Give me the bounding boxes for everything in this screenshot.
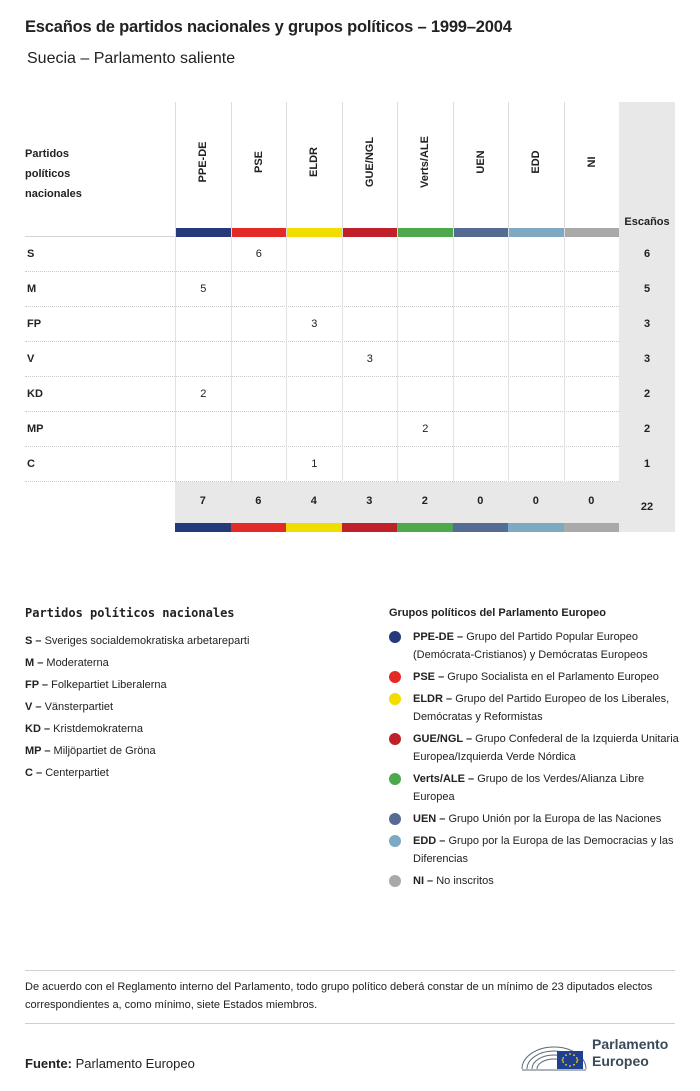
group-color-bar bbox=[398, 228, 453, 237]
group-legend-name: Grupo del Partido Popular Europeo (Demócrata-Cristianos) y Demócratas Europeos bbox=[413, 631, 648, 661]
seat-cell bbox=[286, 272, 342, 307]
seat-cell bbox=[564, 237, 620, 272]
logo-line-2: Europeo bbox=[592, 1053, 649, 1069]
seat-cell bbox=[508, 342, 564, 377]
seat-cell bbox=[453, 307, 509, 342]
seat-cell bbox=[397, 237, 453, 272]
group-legend-code: PSE bbox=[413, 671, 436, 683]
row-total: 2 bbox=[619, 377, 675, 412]
seat-cell bbox=[175, 412, 231, 447]
seat-cell bbox=[231, 447, 287, 482]
seat-cell bbox=[508, 447, 564, 482]
party-code: MP bbox=[27, 423, 44, 435]
seat-cell: 3 bbox=[342, 342, 398, 377]
seat-cell bbox=[453, 377, 509, 412]
page-title: Escaños de partidos nacionales y grupos políticos – 1999–2004 bbox=[25, 18, 512, 36]
group-legend bbox=[389, 607, 679, 894]
group-color-bar bbox=[176, 228, 231, 237]
table-row bbox=[25, 342, 675, 377]
seat-cell bbox=[453, 447, 509, 482]
seat-cell: 6 bbox=[231, 237, 287, 272]
group-color-bar bbox=[508, 523, 564, 532]
group-dot-icon bbox=[389, 835, 401, 847]
seat-cell bbox=[175, 342, 231, 377]
party-legend-item: MP – Miljöpartiet de Gröna bbox=[25, 745, 156, 757]
hemicycle-icon bbox=[519, 1031, 589, 1075]
party-legend bbox=[25, 606, 249, 784]
party-legend-title: Partidos políticos nacionales bbox=[25, 606, 235, 620]
source-label: Fuente: bbox=[25, 1056, 72, 1071]
group-legend-item: Verts/ALE – Grupo de los Verdes/Alianza Libre Europea bbox=[389, 770, 679, 806]
seat-cell bbox=[564, 307, 620, 342]
group-total: 7 bbox=[199, 495, 206, 507]
group-column-header bbox=[508, 102, 564, 237]
group-legend-name: Grupo Unión por la Europa de las Naciones bbox=[448, 813, 662, 825]
seat-cell bbox=[453, 272, 509, 307]
parliament-logo bbox=[519, 1031, 679, 1075]
group-dot-icon bbox=[389, 813, 401, 825]
group-legend-item: PPE-DE – Grupo del Partido Popular Europeo (Demócrata-Cristianos) y Demócratas Europeos bbox=[389, 628, 679, 664]
seat-cell bbox=[508, 272, 564, 307]
seat-cell bbox=[342, 447, 398, 482]
group-legend-item: ELDR – Grupo del Partido Europeo de los Liberales, Demócratas y Reformistas bbox=[389, 690, 679, 726]
party-legend-name: Kristdemokraterna bbox=[53, 723, 143, 735]
group-color-bar bbox=[565, 228, 620, 237]
party-code: S bbox=[27, 248, 35, 260]
party-legend-name: Vänsterpartiet bbox=[44, 701, 114, 713]
group-total: 3 bbox=[366, 495, 373, 507]
party-legend-item: FP – Folkepartiet Liberalerna bbox=[25, 679, 167, 691]
group-color-bar bbox=[286, 523, 342, 532]
party-legend-item: S – Sveriges socialdemokratiska arbetareparti bbox=[25, 635, 250, 647]
party-legend-item: KD – Kristdemokraterna bbox=[25, 723, 143, 735]
party-legend-code: M bbox=[25, 657, 35, 669]
group-column-header bbox=[342, 102, 398, 237]
seat-cell: 3 bbox=[286, 307, 342, 342]
party-code: M bbox=[27, 283, 37, 295]
source-value: Parlamento Europeo bbox=[75, 1056, 195, 1071]
group-name: NI bbox=[585, 156, 598, 168]
seat-cell bbox=[453, 342, 509, 377]
seat-cell bbox=[231, 412, 287, 447]
group-legend-item: PSE – Grupo Socialista en el Parlamento Europeo bbox=[389, 668, 679, 686]
table-row bbox=[25, 237, 675, 272]
party-code: FP bbox=[27, 318, 42, 330]
seat-cell bbox=[564, 412, 620, 447]
seat-cell bbox=[453, 412, 509, 447]
seat-cell: 1 bbox=[286, 447, 342, 482]
page-subtitle: Suecia – Parlamento saliente bbox=[27, 50, 236, 67]
party-legend-item: C – Centerpartiet bbox=[25, 767, 109, 779]
group-color-bar bbox=[342, 523, 398, 532]
party-legend-code: V bbox=[25, 701, 33, 713]
seat-cell bbox=[286, 377, 342, 412]
group-legend-code: Verts/ALE bbox=[413, 773, 465, 785]
seat-cell bbox=[397, 377, 453, 412]
group-legend-code: EDD bbox=[413, 835, 437, 847]
group-name: GUE/NGL bbox=[363, 136, 376, 188]
group-name: UEN bbox=[474, 150, 487, 174]
party-legend-code: FP bbox=[25, 679, 39, 691]
group-total: 2 bbox=[421, 495, 428, 507]
table-row bbox=[25, 377, 675, 412]
group-color-bar bbox=[453, 523, 509, 532]
group-color-bar bbox=[232, 228, 287, 237]
seat-cell bbox=[397, 447, 453, 482]
grand-total: 22 bbox=[619, 482, 675, 532]
group-total: 0 bbox=[477, 495, 484, 507]
group-legend-name: Grupo Confederal de la Izquierda Unitaria Europea/Izquierda Verde Nórdica bbox=[413, 733, 679, 763]
party-code: C bbox=[27, 458, 35, 470]
group-column-header bbox=[453, 102, 509, 237]
logo-line-1: Parlamento bbox=[592, 1036, 669, 1052]
seat-cell bbox=[342, 272, 398, 307]
row-total: 5 bbox=[619, 272, 675, 307]
table-row bbox=[25, 412, 675, 447]
table-row bbox=[25, 307, 675, 342]
seat-cell bbox=[286, 412, 342, 447]
row-total: 3 bbox=[619, 307, 675, 342]
group-legend-item: NI – No inscritos bbox=[389, 872, 679, 890]
row-total: 2 bbox=[619, 412, 675, 447]
group-dot-icon bbox=[389, 773, 401, 785]
group-total: 0 bbox=[532, 495, 539, 507]
party-code: KD bbox=[27, 388, 43, 400]
group-column-header bbox=[564, 102, 620, 237]
group-dot-icon bbox=[389, 671, 401, 683]
seat-cell bbox=[397, 307, 453, 342]
group-dot-icon bbox=[389, 631, 401, 643]
seat-cell bbox=[564, 272, 620, 307]
seat-cell bbox=[508, 307, 564, 342]
group-legend-code: UEN bbox=[413, 813, 437, 825]
seat-cell bbox=[453, 237, 509, 272]
table-header bbox=[25, 102, 675, 237]
group-legend-code: ELDR bbox=[413, 693, 443, 705]
group-legend-item: GUE/NGL – Grupo Confederal de la Izquierda Unitaria Europea/Izquierda Verde Nórdica bbox=[389, 730, 679, 766]
group-color-bar bbox=[287, 228, 342, 237]
table-row bbox=[25, 447, 675, 482]
party-legend-name: Folkepartiet Liberalerna bbox=[51, 679, 167, 691]
party-legend-code: KD bbox=[25, 723, 41, 735]
group-legend-name: Grupo de los Verdes/Alianza Libre Europea bbox=[413, 773, 645, 803]
group-color-bar bbox=[454, 228, 509, 237]
seat-cell bbox=[342, 237, 398, 272]
group-total: 4 bbox=[310, 495, 317, 507]
group-color-bar bbox=[231, 523, 287, 532]
seat-cell bbox=[175, 447, 231, 482]
group-legend-code: GUE/NGL bbox=[413, 733, 463, 745]
party-legend-name: Centerpartiet bbox=[45, 767, 109, 779]
seat-cell bbox=[508, 412, 564, 447]
group-legend-code: NI bbox=[413, 875, 424, 887]
party-legend-item: V – Vänsterpartiet bbox=[25, 701, 114, 713]
group-color-bar bbox=[509, 228, 564, 237]
footnote: De acuerdo con el Reglamento interno del Parlamento, todo grupo político deberá constar de un mínimo de 23 diputados electos correspondientes a, como mínimo, siete Estados miembros. bbox=[25, 981, 653, 1011]
group-legend-name: No inscritos bbox=[436, 875, 494, 887]
seat-cell bbox=[175, 307, 231, 342]
divider bbox=[25, 970, 675, 971]
group-color-bar bbox=[343, 228, 398, 237]
group-dot-icon bbox=[389, 875, 401, 887]
seat-cell bbox=[286, 342, 342, 377]
seats-table bbox=[25, 102, 675, 532]
party-legend-name: Moderaterna bbox=[46, 657, 109, 669]
group-legend-name: Grupo del Partido Europeo de los Liberales, Demócratas y Reformistas bbox=[413, 693, 670, 723]
totals-row bbox=[25, 482, 675, 532]
party-legend-name: Sveriges socialdemokratiska arbetareparti bbox=[44, 635, 250, 647]
seat-cell bbox=[231, 377, 287, 412]
group-total: 6 bbox=[255, 495, 262, 507]
group-legend-name: Grupo por la Europa de las Democracias y las Diferencias bbox=[413, 835, 674, 865]
seat-cell bbox=[508, 377, 564, 412]
seat-cell: 2 bbox=[175, 377, 231, 412]
group-color-bar bbox=[564, 523, 620, 532]
table-row bbox=[25, 272, 675, 307]
group-name: PSE bbox=[252, 150, 265, 174]
group-total: 0 bbox=[588, 495, 595, 507]
seat-cell bbox=[564, 447, 620, 482]
group-dot-icon bbox=[389, 733, 401, 745]
party-legend-item: M – Moderaterna bbox=[25, 657, 109, 669]
group-column-header bbox=[231, 102, 287, 237]
seat-cell: 2 bbox=[397, 412, 453, 447]
seat-cell bbox=[231, 342, 287, 377]
seat-cell bbox=[175, 237, 231, 272]
group-legend-item: EDD – Grupo por la Europa de las Democracias y las Diferencias bbox=[389, 832, 679, 868]
seat-cell bbox=[564, 342, 620, 377]
group-column-header bbox=[397, 102, 453, 237]
group-legend-name: Grupo Socialista en el Parlamento Europeo bbox=[447, 671, 659, 683]
group-name: ELDR bbox=[308, 147, 321, 177]
group-legend-title: Grupos políticos del Parlamento Europeo bbox=[389, 607, 606, 619]
group-legend-code: PPE-DE bbox=[413, 631, 454, 643]
seat-cell bbox=[342, 377, 398, 412]
source-line bbox=[25, 1056, 195, 1071]
row-total: 6 bbox=[619, 237, 675, 272]
group-dot-icon bbox=[389, 693, 401, 705]
row-total: 3 bbox=[619, 342, 675, 377]
seats-column-header: Escaños bbox=[619, 102, 675, 237]
seat-cell bbox=[286, 237, 342, 272]
seat-cell bbox=[397, 272, 453, 307]
seat-cell bbox=[342, 307, 398, 342]
group-column-header bbox=[286, 102, 342, 237]
group-legend-item: UEN – Grupo Unión por la Europa de las Naciones bbox=[389, 810, 679, 828]
seat-cell bbox=[508, 237, 564, 272]
seat-cell bbox=[342, 412, 398, 447]
seat-cell bbox=[231, 307, 287, 342]
seat-cell bbox=[564, 377, 620, 412]
party-legend-code: C bbox=[25, 767, 33, 779]
group-name: Verts/ALE bbox=[419, 136, 432, 188]
seat-cell bbox=[231, 272, 287, 307]
group-name: PPE-DE bbox=[197, 141, 210, 183]
seat-cell bbox=[397, 342, 453, 377]
divider bbox=[25, 1023, 675, 1024]
group-color-bar bbox=[397, 523, 453, 532]
group-color-bar bbox=[175, 523, 231, 532]
group-name: EDD bbox=[530, 150, 543, 174]
party-legend-code: MP bbox=[25, 745, 42, 757]
row-total: 1 bbox=[619, 447, 675, 482]
party-legend-code: S bbox=[25, 635, 33, 647]
seat-cell: 5 bbox=[175, 272, 231, 307]
party-code: V bbox=[27, 353, 35, 365]
group-column-header bbox=[175, 102, 231, 237]
party-legend-name: Miljöpartiet de Gröna bbox=[53, 745, 156, 757]
party-column-header: Partidos políticos nacionales bbox=[25, 148, 82, 200]
